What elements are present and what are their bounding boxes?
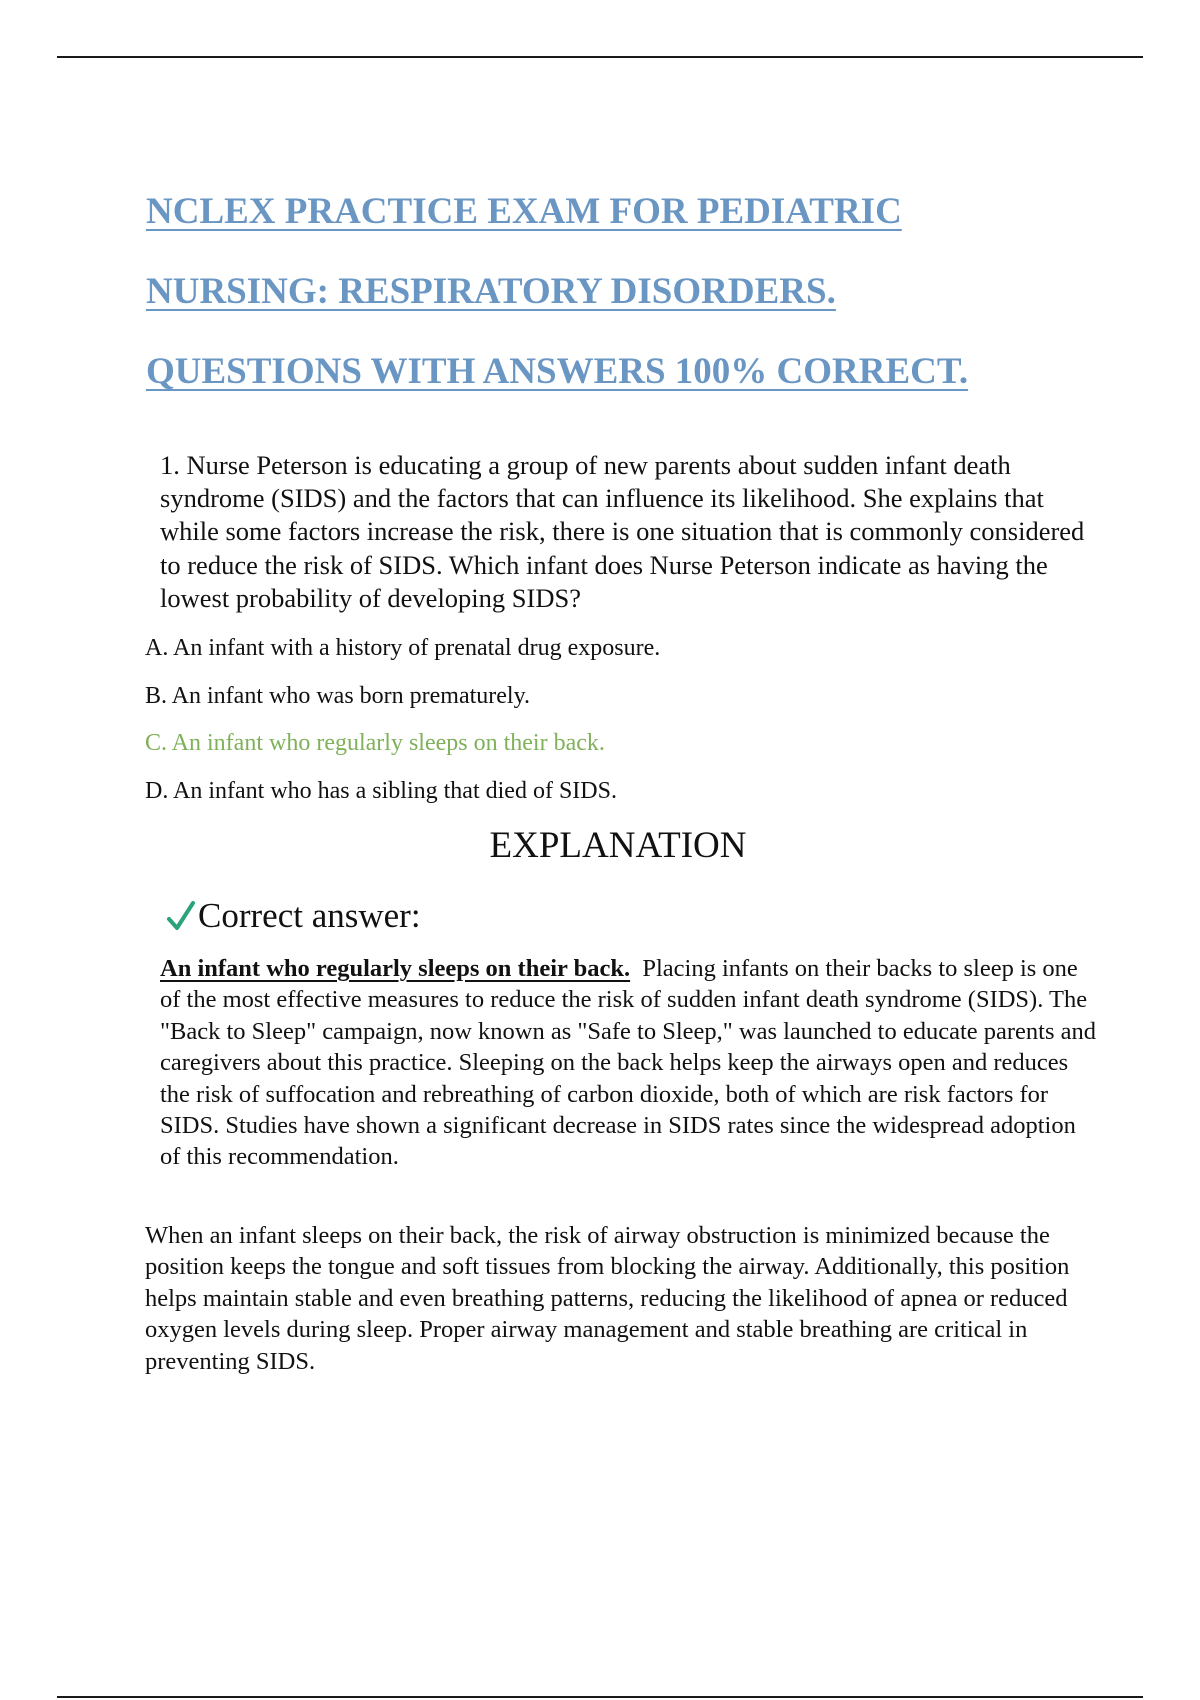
explanation-paragraph-1-text: Placing infants on their backs to sleep is one of the most effective measures to reduce the risk of sudden infant death syndrome (SIDS). The "Back to Sleep" campaign, now known as "Safe to Sleep," was launched to educate parents and caregivers about this practice. Sleeping on the back helps keep the airways open and reduces the risk of suffocation and rebreathing of carbon dioxide, both of which are risk factors for SIDS. Studies have shown a significant decrease in SIDS rates since the widespread adoption of this recommendation. [160,955,1097,1171]
option-d: D. An infant who has a sibling that died of SIDS. [145,777,617,804]
correct-answer-reference: An infant who regularly sleeps on their back. [160,955,631,982]
top-rule [57,56,1143,58]
option-b: B. An infant who was born prematurely. [145,682,531,709]
option-c-correct: C. An infant who regularly sleeps on their back. [145,730,605,756]
answer-options [145,632,1105,822]
title-line-3: QUESTIONS WITH ANSWERS 100% CORRECT. [146,351,969,392]
title-line-1: NCLEX PRACTICE EXAM FOR PEDIATRIC [146,191,902,232]
correct-answer-label [166,894,421,938]
explanation-heading: EXPLANATION [489,825,747,866]
bottom-rule [57,1696,1143,1698]
explanation-paragraph-1 [160,953,1100,1173]
explanation-paragraph-2: When an infant sleeps on their back, the risk of airway obstruction is minimized because the position keeps the tongue and soft tissues from blocking the airway. Additionally, this position helps maintain stable and even breathing patterns, reducing the likelihood of apnea or reduced oxygen levels during sleep. Proper airway management and stable breathing are critical in preventing SIDS. [145,1222,1070,1375]
check-icon [166,899,196,933]
title-line-2: NURSING: RESPIRATORY DISORDERS. [146,271,836,312]
question-text: 1. Nurse Peterson is educating a group of new parents about sudden infant death syndrome (SIDS) and the factors that can influence its likelihood. She explains that while some factors increase the risk, there is one situation that is commonly considered to reduce the risk of SIDS. Which infant does Nurse Peterson indicate as having the lowest probability of developing SIDS? [160,450,1085,613]
option-a: A. An infant with a history of prenatal drug exposure. [145,635,661,661]
correct-answer-label-text: Correct answer: [198,896,421,935]
document-title [146,172,1146,412]
